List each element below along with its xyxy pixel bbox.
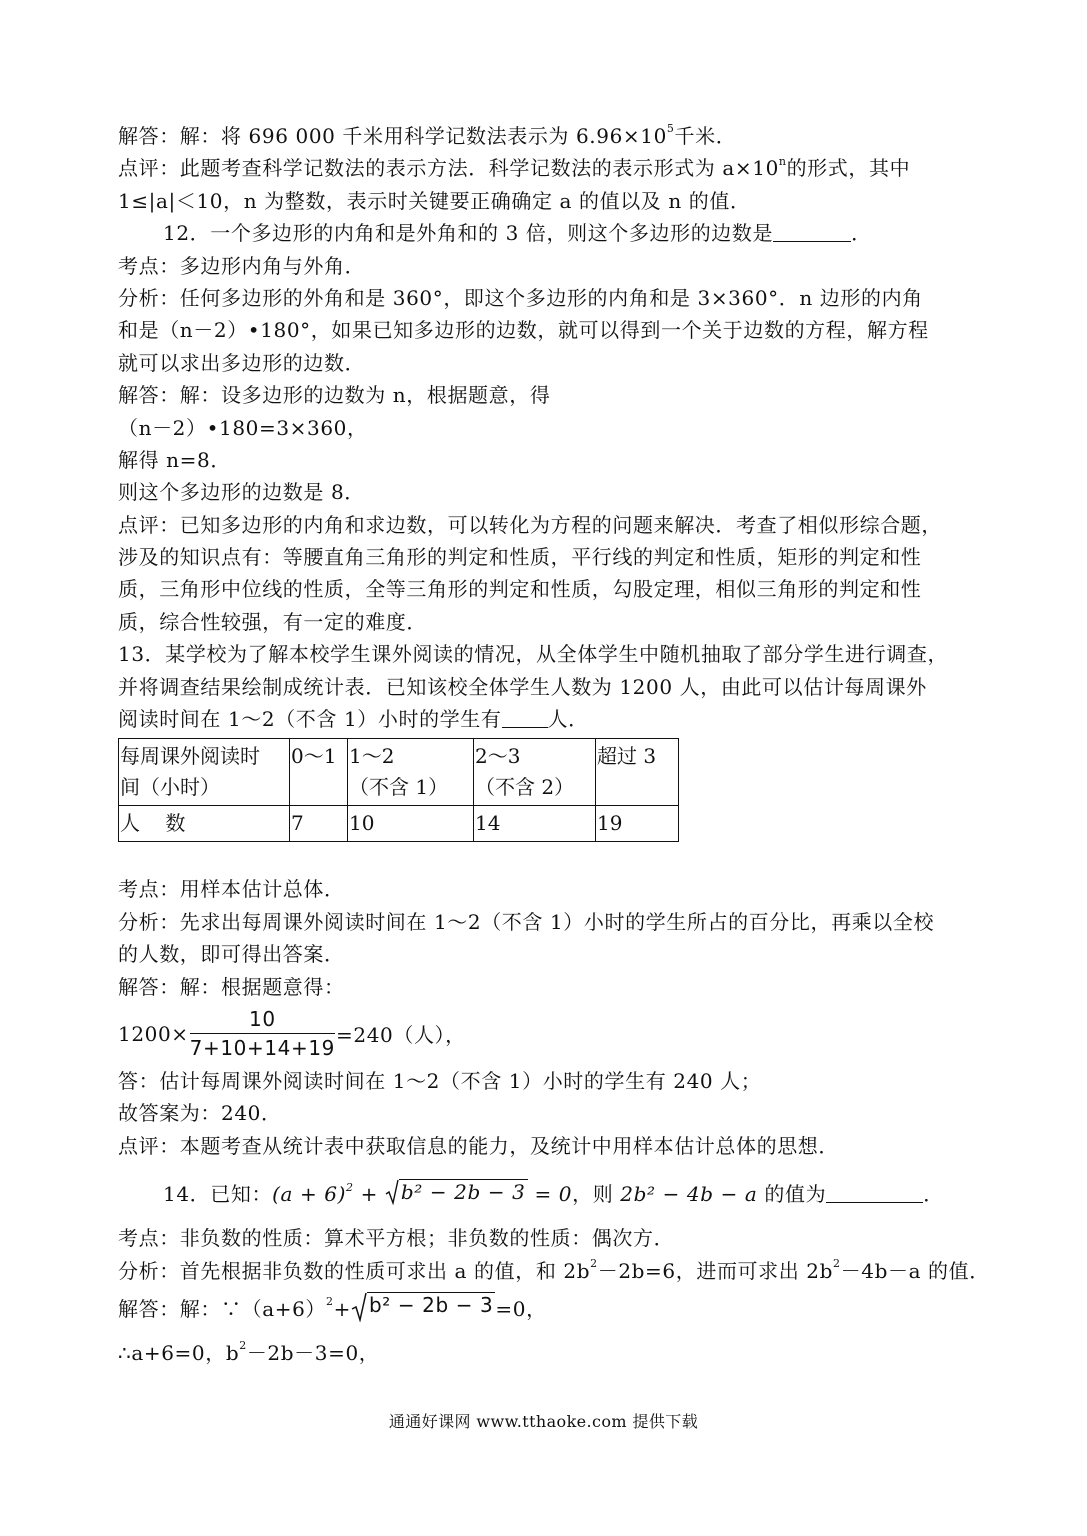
comment-line-11b: 1≤|a|＜10，n 为整数，表示时关键要正确确定 a 的值以及 n 的值． bbox=[118, 188, 751, 213]
table-cell: 19 bbox=[596, 806, 679, 842]
reading-time-table bbox=[118, 738, 679, 842]
q12-dianping-4: 质，综合性较强，有一定的难度． bbox=[118, 609, 427, 634]
q12-fenxi-3: 就可以求出多边形的边数． bbox=[118, 350, 366, 375]
answer-blank bbox=[773, 221, 851, 242]
fraction: $\frac{10}{7+10+14+19}$ bbox=[189, 1007, 336, 1061]
question-12: 12．一个多边形的内角和是外角和的 3 倍，则这个多边形的边数是 ． bbox=[163, 221, 872, 246]
q12-jieda-4: 则这个多边形的边数是 8． bbox=[118, 480, 365, 505]
table-cell: 每周课外阅读时 间（小时） bbox=[119, 739, 290, 806]
q12-jieda-1: 解答：解：设多边形的边数为 n，根据题意，得 bbox=[118, 383, 551, 408]
table-cell: 超过 3 bbox=[596, 739, 679, 806]
table-cell: 0～1 bbox=[290, 739, 348, 806]
q12-fenxi-1: 分析：任何多边形的外角和是 360°，即这个多边形的内角和是 3×360°．n 边形的内角 bbox=[118, 285, 923, 310]
q13-jieda-1: 解答：解：根据题意得： bbox=[118, 974, 345, 999]
q14-therefore: ∴a+6=0，$b^2-2b-3=0$， bbox=[118, 1339, 380, 1365]
table-cell: 14 bbox=[474, 806, 596, 842]
q14-kaodian: 考点：非负数的性质：算术平方根；非负数的性质：偶次方． bbox=[118, 1226, 675, 1251]
q13-calculation: 1200× $\frac{10}{7+10+14+19}$ =240（人）， bbox=[118, 1007, 466, 1061]
q13-kaodian: 考点：用样本估计总体． bbox=[118, 877, 345, 902]
q12-jieda-3: 解得 n=8． bbox=[118, 447, 231, 472]
table-row bbox=[119, 806, 679, 842]
q12-dianping-1: 点评：已知多边形的内角和求边数，可以转化为方程的问题来解决．考查了相似形综合题， bbox=[118, 512, 942, 537]
table-cell: 人 数 bbox=[119, 806, 290, 842]
answer-blank bbox=[826, 1182, 923, 1203]
document-body bbox=[118, 120, 990, 1369]
table-cell: 1～2 （不含 1） bbox=[348, 739, 474, 806]
table-header-row bbox=[119, 739, 679, 806]
question-14: 14．已知：$(a + 6)^2$ + b² − 2b − 3 = 0，则 2b² − 4b − a 的值为 ． bbox=[163, 1180, 944, 1207]
q13-fenxi-1: 分析：先求出每周课外阅读时间在 1～2（不含 1）小时的学生所占的百分比，再乘以全校 bbox=[118, 909, 935, 934]
answer-blank bbox=[502, 707, 548, 728]
page-footer: 通通好课网 www.tthaoke.com 提供下载 bbox=[388, 1412, 699, 1431]
sqrt-symbol: b² − 2b − 3 bbox=[385, 1179, 528, 1205]
q12-dianping-2: 涉及的知识点有：等腰直角三角形的判定和性质，平行线的判定和性质，矩形的判定和性 bbox=[118, 545, 922, 570]
q14-fenxi: 分析：首先根据非负数的性质可求出 a 的值，和 $2b^2-2b=6$，进而可求出 $2b^2-4b-a$ 的值． bbox=[118, 1256, 990, 1283]
q13-fenxi-2: 的人数，即可得出答案． bbox=[118, 942, 345, 967]
question-13-line-3: 阅读时间在 1～2（不含 1）小时的学生有 人． bbox=[118, 707, 589, 732]
q13-answer: 答：估计每周课外阅读时间在 1～2（不含 1）小时的学生有 240 人； bbox=[118, 1068, 762, 1093]
table-cell: 10 bbox=[348, 806, 474, 842]
q12-fenxi-2: 和是（n－2）•180°，如果已知多边形的边数，就可以得到一个关于边数的方程，解方程 bbox=[118, 318, 929, 343]
question-13-line-2: 并将调查结果绘制成统计表．已知该校全体学生人数为 1200 人，由此可以估计每周课外 bbox=[118, 674, 927, 699]
q13-dianping: 点评：本题考查从统计表中获取信息的能力，及统计中用样本估计总体的思想． bbox=[118, 1133, 839, 1158]
q12-kaodian: 考点：多边形内角与外角． bbox=[118, 253, 366, 278]
q13-gu: 故答案为：240． bbox=[118, 1101, 282, 1126]
answer-line-11: 解答：解：将 696 000 千米用科学记数法表示为 $6.96\times 10^5$千米． bbox=[118, 122, 737, 148]
comment-line-11a: 点评：此题考查科学记数法的表示方法．科学记数法的表示形式为 $a\times 10^n$的形式，其中 bbox=[118, 154, 911, 181]
table-cell: 2～3 （不含 2） bbox=[474, 739, 596, 806]
sqrt-symbol: b² − 2b − 3 bbox=[351, 1292, 495, 1322]
q12-dianping-3: 质，三角形中位线的性质，全等三角形的判定和性质，勾股定理，相似三角形的判定和性 bbox=[118, 577, 922, 602]
q12-jieda-2: （n－2）•180=3×360， bbox=[118, 415, 368, 440]
table-cell: 7 bbox=[290, 806, 348, 842]
q14-jieda: 解答：解：$\because(a+6)^2+$ b² − 2b − 3 =0， bbox=[118, 1292, 547, 1321]
question-13-line-1: 13．某学校为了解本校学生课外阅读的情况，从全体学生中随机抽取了部分学生进行调查， bbox=[118, 642, 949, 667]
